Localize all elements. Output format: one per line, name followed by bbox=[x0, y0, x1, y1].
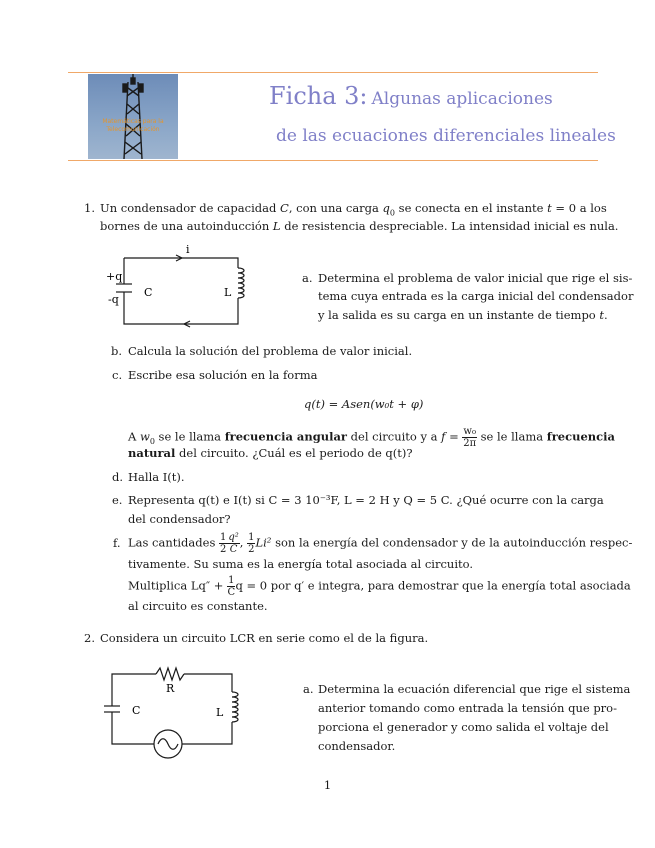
item-2a-line3: porciona el generador y como salida el voltaje del bbox=[318, 720, 609, 734]
item-2a-line2: anterior tomando como entrada la tensión que pro- bbox=[318, 701, 617, 715]
item-1d-text: Halla I(t). bbox=[128, 470, 185, 484]
header-logo bbox=[88, 74, 178, 159]
item-1f-line1: Las cantidades $\frac{1}{2}$ $\frac{\text{q²}}{C}$ , $\frac{1}{2}$ Li² son la energía del condensador y de la autoinducción respec- bbox=[128, 532, 633, 555]
item-1a-label: a. bbox=[302, 271, 313, 285]
logo-caption: Matemáticas para la Telecomunicación bbox=[102, 118, 164, 133]
item-1e-label: e. bbox=[112, 493, 123, 507]
header-rule-bottom bbox=[68, 160, 598, 161]
item-1c-formula: q(t) = Asen(w₀t + φ) bbox=[304, 397, 424, 411]
inductor-label: L bbox=[224, 286, 232, 299]
item-1f-line3: Multiplica Lq″ + $\frac{1}{C}$ q = 0 por q′ e integra, para demostrar que la energía total asociada bbox=[128, 575, 631, 598]
current-label-i: i bbox=[186, 243, 190, 256]
lc-circuit-diagram bbox=[100, 240, 260, 330]
page-subtitle: de las ecuaciones diferenciales lineales bbox=[276, 126, 616, 146]
item-1f-label: f. bbox=[113, 536, 121, 550]
capacitor-label-2: C bbox=[132, 704, 141, 717]
item-2a-line4: condensador. bbox=[318, 739, 396, 753]
antenna-tower-icon bbox=[88, 74, 178, 159]
charge-label-minus: -q bbox=[108, 293, 119, 306]
header-rule-top bbox=[68, 72, 598, 73]
item-1c-definition-line1: A $w_0$ se le llama frecuencia angular del circuito y a f = $\frac{\text{w₀}}{2\pi}$ se le llama frecuencia bbox=[128, 426, 615, 449]
inductor-label-2: L bbox=[216, 706, 224, 719]
problem-2-statement: Considera un circuito LCR en serie como el de la figura. bbox=[100, 631, 429, 645]
title-main: Ficha 3: bbox=[269, 82, 368, 110]
problem-1-number: 1. bbox=[84, 201, 95, 215]
item-1e-line1: Representa q(t) e I(t) si C = 3 10⁻³F, L = 2 H y Q = 5 C. ¿Qué ocurre con la carga bbox=[128, 493, 604, 507]
item-1a-line1: Determina el problema de valor inicial que rige el sis- bbox=[318, 271, 633, 285]
item-2a-line1: Determina la ecuación diferencial que rige el sistema bbox=[318, 682, 631, 696]
resistor-label: R bbox=[166, 682, 175, 695]
item-1c-definition-line2: natural del circuito. ¿Cuál es el periodo de q(t)? bbox=[128, 446, 413, 460]
item-1a-line3: y la salida es su carga en un instante de tiempo t. bbox=[318, 308, 608, 322]
problem-1-statement-line2: bornes de una autoinducción L de resistencia despreciable. La intensidad inicial es nula. bbox=[100, 219, 619, 233]
problem-2-number: 2. bbox=[84, 631, 95, 645]
item-1a-line2: tema cuya entrada es la carga inicial del condensador bbox=[318, 289, 634, 303]
item-1c-text: Escribe esa solución en la forma bbox=[128, 368, 318, 382]
page-title bbox=[269, 82, 553, 110]
item-2a-label: a. bbox=[303, 682, 314, 696]
lcr-circuit-diagram bbox=[100, 660, 250, 770]
item-1f-line4: al circuito es constante. bbox=[128, 599, 268, 613]
capacitor-label: C bbox=[144, 286, 153, 299]
title-sub: Algunas aplicaciones bbox=[371, 89, 553, 109]
problem-1-statement-line1: Un condensador de capacidad C, con una carga $q_0$ se conecta en el instante t = 0 a los bbox=[100, 201, 607, 218]
charge-label-plus: +q bbox=[106, 270, 123, 283]
item-1f-line2: tivamente. Su suma es la energía total asociada al circuito. bbox=[128, 557, 474, 571]
item-1e-line2: del condensador? bbox=[128, 512, 231, 526]
page-number: 1 bbox=[323, 778, 332, 792]
item-1d-label: d. bbox=[112, 470, 124, 484]
item-1b-label: b. bbox=[111, 344, 123, 358]
item-1c-label: c. bbox=[112, 368, 123, 382]
item-1b-text: Calcula la solución del problema de valor inicial. bbox=[128, 344, 413, 358]
